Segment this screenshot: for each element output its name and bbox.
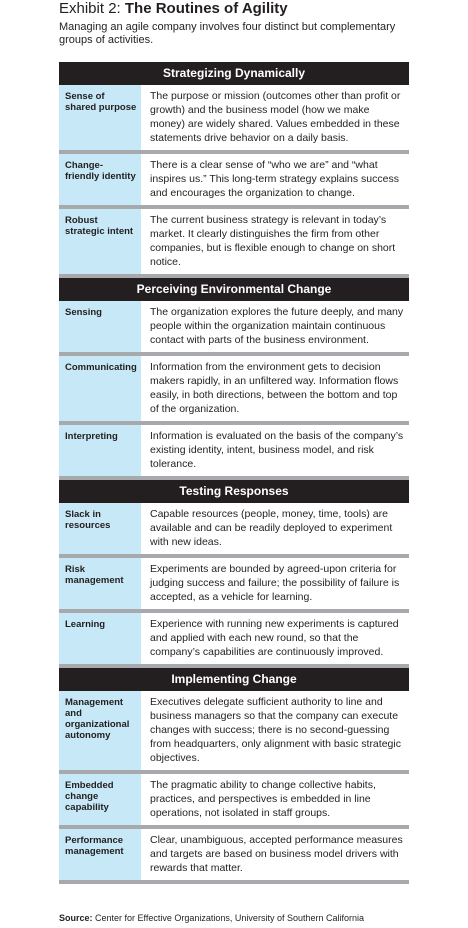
routine-label: Sensing: [59, 301, 141, 352]
routine-label: Sense of shared purpose: [59, 85, 141, 150]
routine-label: Performance management: [59, 829, 141, 880]
routines-table: [59, 62, 409, 884]
routine-label: Risk management: [59, 558, 141, 609]
routine-label: Change-friendly identity: [59, 154, 141, 205]
routine-label: Robust strategic intent: [59, 209, 141, 274]
routine-description: There is a clear sense of “who we are” and “what inspires us.” This long-term strategy explains success and encourages the organization to change.: [150, 159, 399, 199]
routine-description: Information from the environment gets to decision makers rapidly, in an unfiltered way. Information flows easily, in both directions, between the bottom and top of the organization.: [150, 361, 399, 415]
source-label: Source:: [59, 913, 93, 923]
section-block: [59, 62, 409, 278]
section-block: [59, 278, 409, 480]
section-header: Implementing Change: [59, 668, 409, 691]
section-block: [59, 480, 409, 668]
routine-label: Embedded change capability: [59, 774, 141, 825]
routine-description: The pragmatic ability to change collective habits, practices, and perspectives is embedded in line operations, not isolated in staff groups.: [150, 779, 376, 819]
routine-row: [59, 503, 409, 558]
exhibit-title-text: The Routines of Agility: [124, 0, 288, 17]
routine-row: [59, 613, 409, 668]
exhibit-title: [59, 0, 288, 18]
routine-row: [59, 558, 409, 613]
routine-description: Experience with running new experiments is captured and applied with each new round, so that the company’s capabilities are continuously improved.: [150, 618, 399, 658]
source-note: [59, 913, 364, 924]
section-block: [59, 668, 409, 884]
routine-row: [59, 425, 409, 480]
routine-label: Learning: [59, 613, 141, 664]
routine-label: Slack in resources: [59, 503, 141, 554]
routine-description: Experiments are bounded by agreed-upon criteria for judging success and failure; the possibility of failure is accepted, as a vehicle for learning.: [150, 563, 400, 603]
routine-row: [59, 691, 409, 774]
exhibit-subtitle: Managing an agile company involves four distinct but complementary groups of activities.: [59, 21, 396, 46]
source-text: Center for Effective Organizations, University of Southern California: [95, 913, 364, 923]
routine-label: Communicating: [59, 356, 141, 421]
routine-description: The current business strategy is relevant in today’s market. It clearly distinguishes the firm from other companies, but is flexible enough to change on short notice.: [150, 214, 396, 268]
routine-description: The organization explores the future deeply, and many people within the organization maintain continuous contact with parts of the business environment.: [150, 306, 404, 346]
routine-row: [59, 85, 409, 154]
routine-row: [59, 209, 409, 278]
routine-description: Capable resources (people, money, time, tools) are available and can be readily deployed to experiment with new ideas.: [150, 508, 393, 548]
routine-row: [59, 154, 409, 209]
routine-description: Executives delegate sufficient authority to line and business managers so that the company can execute changes with success; there is no second-guessing from headquarters, only alignment with basic strategic objectives.: [150, 696, 401, 764]
routine-label: Management and organizational autonomy: [59, 691, 141, 770]
routine-label: Interpreting: [59, 425, 141, 476]
exhibit-label: Exhibit 2:: [59, 0, 121, 17]
routine-description: Information is evaluated on the basis of the company’s existing identity, intent, business model, and risk tolerance.: [150, 430, 404, 470]
routine-row: [59, 356, 409, 425]
routine-row: [59, 829, 409, 884]
routine-row: [59, 301, 409, 356]
section-header: Perceiving Environmental Change: [59, 278, 409, 301]
section-header: Testing Responses: [59, 480, 409, 503]
routine-row: [59, 774, 409, 829]
routine-description: The purpose or mission (outcomes other than profit or growth) and the business model (how we make money) are widely shared. Values embedded in these statements drive behavior on a daily basis.: [150, 90, 401, 144]
routine-description: Clear, unambiguous, accepted performance measures and targets are based on business model drivers with rewards that matter.: [150, 834, 403, 874]
section-header: Strategizing Dynamically: [59, 62, 409, 85]
